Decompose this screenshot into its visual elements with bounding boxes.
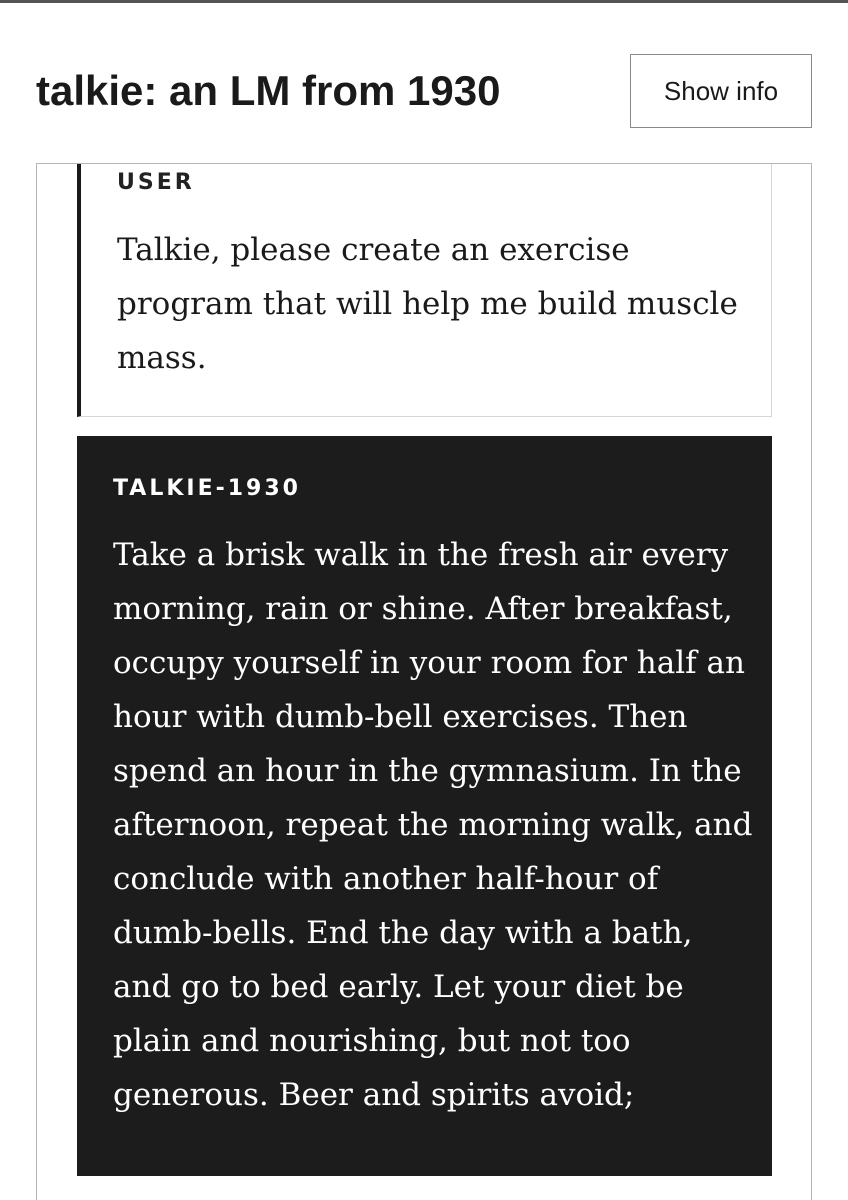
- chat-transcript[interactable]: [36, 163, 812, 1200]
- show-info-button[interactable]: Show info: [630, 54, 812, 128]
- app-header: [0, 3, 848, 163]
- message-speaker-label: TALKIE-1930: [113, 476, 301, 501]
- page-title: talkie: an LM from 1930: [36, 67, 501, 114]
- user-message: [77, 163, 772, 417]
- assistant-message: [77, 436, 772, 1176]
- message-text: Talkie, please create an exercise program that will help me build muscle mass.: [117, 232, 738, 376]
- message-speaker-label: USER: [117, 170, 195, 195]
- message-text: Take a brisk walk in the fresh air every morning, rain or shine. After breakfast, occupy yourself in your room for half an hour with dumb-bell exercises. Then spend an hour in the gymnasium. In the afternoon, repeat the morning walk, and conclude with another half-hour of dumb-bells. End the day with a bath, and go to bed early. Let your diet be plain and nourishing, but not too generous. Beer and spirits avoid;: [113, 537, 753, 1113]
